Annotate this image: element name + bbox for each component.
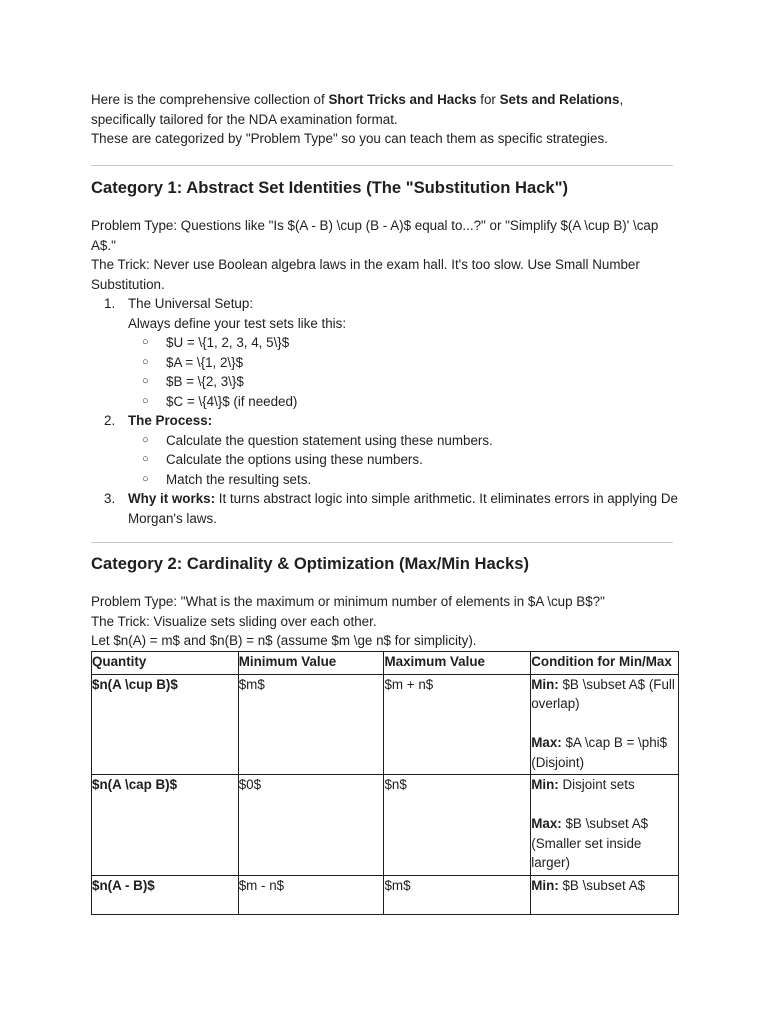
max-condition-text: $B \subset A$ (Smaller set inside larger) xyxy=(531,816,649,870)
table-row xyxy=(92,674,679,775)
divider xyxy=(91,542,673,543)
sub-item xyxy=(128,431,679,451)
quantity-text: $n(A - B)$ xyxy=(92,877,155,893)
sub-item xyxy=(128,392,679,412)
cell-quantity xyxy=(92,674,239,775)
circle-bullet-icon: ○ xyxy=(142,472,149,485)
step-item xyxy=(91,294,679,333)
quantity-text: $n(A \cup B)$ xyxy=(92,676,178,692)
header-max-value: Maximum Value xyxy=(384,652,531,675)
cell-max: $m$ xyxy=(384,875,531,914)
sub-item-text: $A = \{1, 2\}$ xyxy=(166,354,244,370)
intro-text: , xyxy=(619,92,624,107)
header-condition: Condition for Min/Max xyxy=(531,652,679,675)
spacer xyxy=(531,714,676,734)
step-number: 3. xyxy=(104,491,116,506)
steps-list xyxy=(91,294,679,528)
category-1-body xyxy=(91,216,679,528)
max-condition-text: $A \cap B = \phi$ (Disjoint) xyxy=(531,735,668,770)
table-row xyxy=(92,775,679,876)
trick: The Trick: Visualize sets sliding over each other. xyxy=(91,613,377,629)
step-number: 2. xyxy=(104,413,116,428)
circle-bullet-icon: ○ xyxy=(142,394,149,407)
min-condition xyxy=(531,775,676,795)
step-title: Why it works: xyxy=(128,491,216,506)
header-quantity: Quantity xyxy=(92,652,239,675)
intro-line-2: specifically tailored for the NDA examination format. xyxy=(91,111,398,127)
max-condition xyxy=(531,814,676,873)
sub-item-text: Calculate the options using these numbers. xyxy=(166,452,423,467)
cell-min: $0$ xyxy=(238,775,384,876)
min-label: Min: xyxy=(531,676,559,692)
problem-type: Problem Type: "What is the maximum or minimum number of elements in $A \cup B$?" xyxy=(91,594,605,609)
sub-list-wrapper xyxy=(91,333,679,411)
sub-item xyxy=(128,372,679,392)
process-sub-list xyxy=(91,431,679,490)
cell-min: $m$ xyxy=(238,674,384,775)
circle-bullet-icon: ○ xyxy=(142,355,149,368)
circle-bullet-icon: ○ xyxy=(142,433,149,446)
problem-type: Problem Type: Questions like "Is $(A - B) \cup (B - A)$ equal to...?" or "Simplify $(A \cup B)' \cap A$." xyxy=(91,218,659,253)
cell-condition xyxy=(531,775,679,876)
intro-line-3: These are categorized by "Problem Type" so you can teach them as specific strategies. xyxy=(91,131,608,146)
min-condition-text: $B \subset A$ xyxy=(558,877,646,893)
circle-bullet-icon: ○ xyxy=(142,375,149,387)
quantity-text: $n(A \cap B)$ xyxy=(92,777,178,792)
table-row xyxy=(92,875,679,914)
step-title: The Process: xyxy=(128,413,213,428)
sub-item xyxy=(128,450,679,470)
cell-min: $m - n$ xyxy=(238,875,384,914)
step-item xyxy=(91,411,679,431)
min-condition-text: $B \subset A$ (Full overlap) xyxy=(531,676,675,711)
cell-max: $n$ xyxy=(384,775,531,876)
step-item xyxy=(91,489,679,528)
cell-max: $m + n$ xyxy=(384,674,531,775)
step-desc: It turns abstract logic into simple arithmetic. It eliminates errors in applying De Morgan's laws. xyxy=(128,491,678,526)
circle-bullet-icon: ○ xyxy=(142,336,149,348)
trick: The Trick: Never use Boolean algebra laws in the exam hall. It's too slow. Use Small Number Substitution. xyxy=(91,257,640,292)
document-page xyxy=(91,90,679,893)
header-min-value: Minimum Value xyxy=(238,652,384,675)
sub-item-text: Match the resulting sets. xyxy=(166,471,312,487)
sub-item-text: $C = \{4\}$ (if needed) xyxy=(166,393,298,409)
spacer xyxy=(531,795,676,815)
sub-item xyxy=(128,333,679,353)
category-2-heading: Category 2: Cardinality & Optimization (Max/Min Hacks) xyxy=(91,554,529,573)
sub-item xyxy=(128,470,679,490)
intro-bold-tricks: Short Tricks and Hacks xyxy=(328,92,477,107)
table-header-row xyxy=(92,652,679,675)
cardinality-table xyxy=(91,651,679,915)
min-label: Min: xyxy=(531,777,559,792)
intro-line-1 xyxy=(91,90,679,110)
cell-condition xyxy=(531,674,679,775)
intro-bold-topic: Sets and Relations xyxy=(499,92,620,107)
step-number: 1. xyxy=(104,296,116,311)
category-2-body xyxy=(91,592,679,651)
circle-bullet-icon: ○ xyxy=(142,453,149,465)
setup-sub-list xyxy=(91,333,679,411)
step-title: The Universal Setup: xyxy=(128,296,254,311)
min-label: Min: xyxy=(531,877,559,893)
intro-section xyxy=(91,90,679,149)
max-label: Max: xyxy=(531,735,562,750)
sub-item-text: $B = \{2, 3\}$ xyxy=(166,374,244,389)
category-1-heading: Category 1: Abstract Set Identities (The "Substitution Hack") xyxy=(91,178,569,197)
min-condition xyxy=(531,876,676,896)
sub-list-wrapper xyxy=(91,431,679,490)
max-label: Max: xyxy=(531,816,562,831)
max-condition xyxy=(531,733,676,772)
intro-text: for xyxy=(476,92,500,107)
min-condition-text: Disjoint sets xyxy=(558,777,635,792)
divider xyxy=(91,165,673,166)
step-desc: Always define your test sets like this: xyxy=(128,315,347,331)
sub-item xyxy=(128,353,679,373)
let-statement: Let $n(A) = m$ and $n(B) = n$ (assume $m \ge n$ for simplicity). xyxy=(91,633,477,648)
sub-item-text: Calculate the question statement using these numbers. xyxy=(166,432,493,448)
cell-quantity xyxy=(92,775,239,876)
cell-condition xyxy=(531,875,679,914)
sub-item-text: $U = \{1, 2, 3, 4, 5\}$ xyxy=(166,335,290,350)
min-condition xyxy=(531,675,676,714)
intro-text: Here is the comprehensive collection of xyxy=(91,92,329,107)
cell-quantity xyxy=(92,875,239,914)
